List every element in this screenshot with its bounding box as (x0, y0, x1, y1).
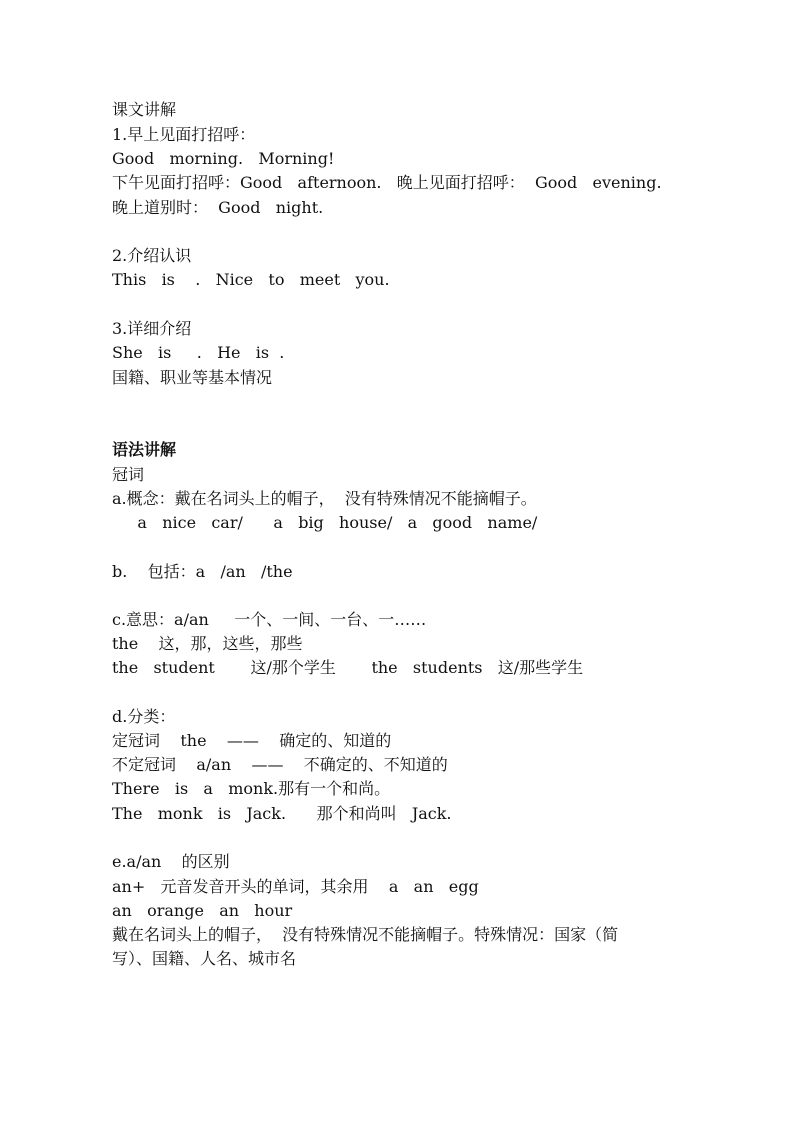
grammar-line: 戴在名词头上的帽子， 没有特殊情况不能摘帽子。特殊情况：国家（简 (112, 925, 619, 944)
grammar-line: b. 包括：a /an /the (112, 562, 293, 581)
lesson-point-2: 2.介绍认识 (112, 246, 192, 265)
lesson-line: Good morning. Morning! (112, 149, 335, 168)
lesson-line: 下午见面打招呼：Good afternoon. 晚上见面打招呼： Good evening. (112, 173, 662, 192)
grammar-line: c.意思：a/an 一个、一间、一台、一…… (112, 610, 427, 629)
lesson-point-3: 3.详细介绍 (112, 319, 192, 338)
lesson-line: 晚上道别时： Good night. (112, 198, 324, 217)
grammar-line: the 这，那，这些，那些 (112, 634, 303, 653)
lesson-line: This is . Nice to meet you. (112, 270, 390, 289)
grammar-line: 定冠词 the —— 确定的、知道的 (112, 731, 392, 750)
grammar-line: a.概念：戴在名词头上的帽子， 没有特殊情况不能摘帽子。 (112, 489, 537, 508)
grammar-line: d.分类： (112, 707, 176, 726)
grammar-topic: 冠词 (112, 465, 145, 484)
grammar-line: There is a monk.那有一个和尚。 (112, 779, 391, 798)
lesson-line: 国籍、职业等基本情况 (112, 368, 273, 387)
grammar-line: a nice car/ a big house/ a good name/ (112, 513, 538, 532)
grammar-heading: 语法讲解 (112, 440, 177, 459)
grammar-line: e.a/an 的区别 (112, 852, 230, 871)
lesson-point-1: 1.早上见面打招呼： (112, 125, 256, 144)
grammar-line: the student 这/那个学生 the students 这/那些学生 (112, 658, 584, 677)
lesson-line: She is . He is . (112, 343, 285, 362)
grammar-line: The monk is Jack. 那个和尚叫 Jack. (112, 804, 452, 823)
grammar-line: 写）、国籍、人名、城市名 (112, 949, 297, 968)
grammar-line: an orange an hour (112, 901, 293, 920)
grammar-line: 不定冠词 a/an —— 不确定的、不知道的 (112, 755, 448, 774)
grammar-line: an+ 元音发音开头的单词，其余用 a an egg (112, 877, 479, 896)
lesson-heading: 课文讲解 (112, 100, 177, 119)
